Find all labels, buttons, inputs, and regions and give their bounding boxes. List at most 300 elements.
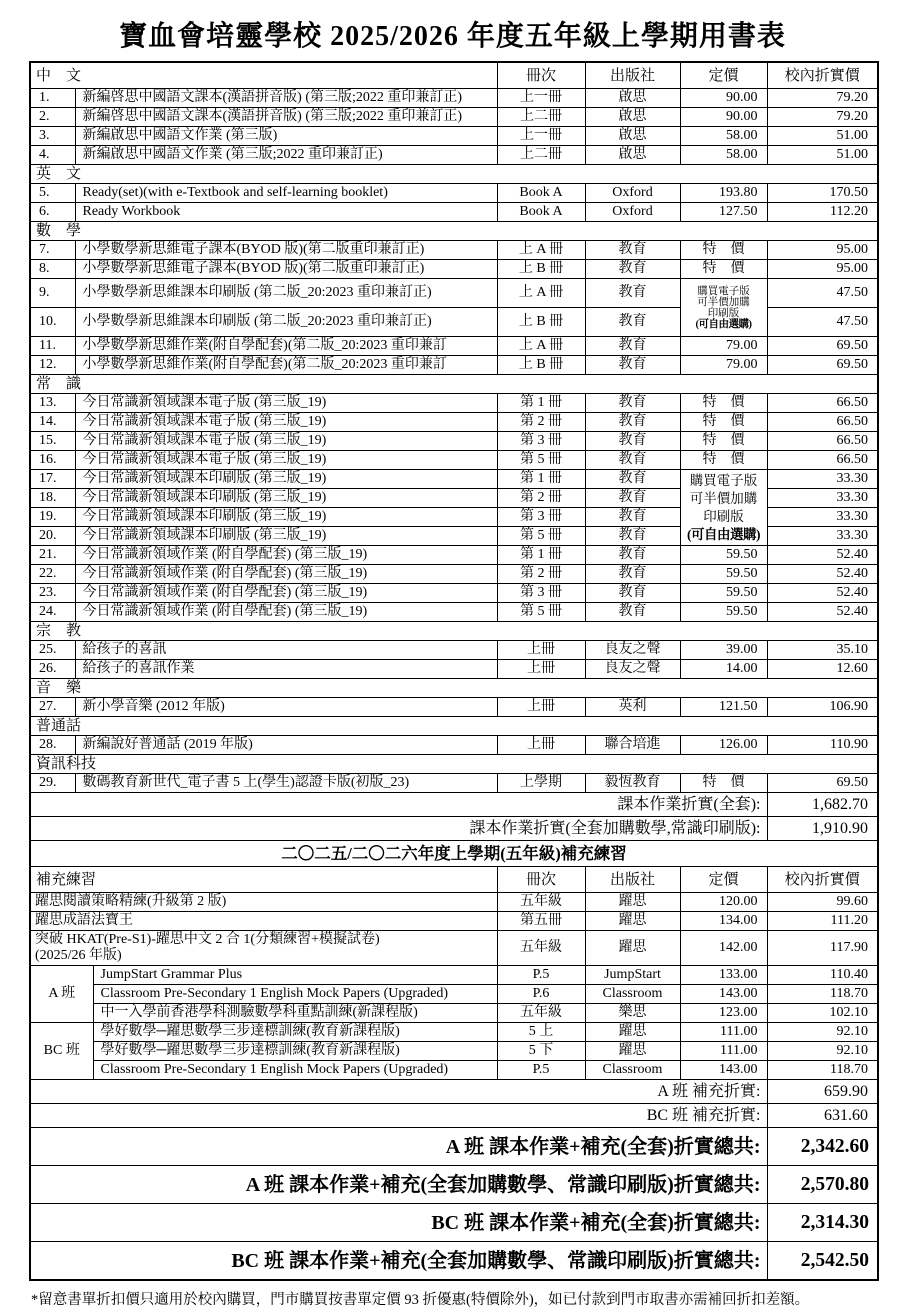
total-row: [30, 1242, 878, 1281]
cell-discount-price: 112.20: [767, 203, 878, 222]
col-subject: 補充練習: [30, 867, 497, 893]
cell-discount-price: 66.50: [767, 394, 878, 413]
cell-publisher: 教育: [585, 546, 680, 565]
class-book-row: [30, 1004, 878, 1023]
cell-publisher: JumpStart: [585, 966, 680, 985]
cell-volume: 上冊: [497, 736, 585, 755]
cell-publisher: Oxford: [585, 184, 680, 203]
section-row: [30, 165, 878, 184]
cell-discount-price: 35.10: [767, 641, 878, 660]
book-row: [30, 89, 878, 108]
cell-volume: 上冊: [497, 660, 585, 679]
cell-book-title: JumpStart Grammar Plus: [93, 966, 497, 985]
cell-discount-price: 33.30: [767, 527, 878, 546]
band-title: 二〇二五/二〇二六年度上學期(五年級)補充練習: [30, 841, 878, 867]
cell-discount-price: 47.50: [767, 279, 878, 308]
cell-volume: P.5: [497, 1061, 585, 1080]
cell-item-number: 21.: [30, 546, 75, 565]
class-book-row: [30, 1061, 878, 1080]
cell-volume: 第 5 冊: [497, 527, 585, 546]
cell-item-number: 8.: [30, 260, 75, 279]
cell-publisher: 教育: [585, 508, 680, 527]
cell-volume: 上二冊: [497, 146, 585, 165]
cell-list-price: 特 價: [680, 432, 767, 451]
cell-publisher: 教育: [585, 527, 680, 546]
cell-publisher: 教育: [585, 603, 680, 622]
cell-volume: 第 5 冊: [497, 451, 585, 470]
book-row: [30, 356, 878, 375]
class-book-row: [30, 985, 878, 1004]
cell-publisher: 教育: [585, 584, 680, 603]
book-row: [30, 394, 878, 413]
class-book-row: [30, 1023, 878, 1042]
section-row: [30, 679, 878, 698]
book-row: [30, 641, 878, 660]
subtotal-value: 1,682.70: [767, 793, 878, 817]
col-subject: 中 文: [30, 62, 497, 89]
cell-item-number: 3.: [30, 127, 75, 146]
bundle-note-line: 印刷版: [703, 508, 744, 524]
subtotal-row: [30, 1104, 878, 1128]
section-row: [30, 222, 878, 241]
cell-publisher: 良友之聲: [585, 660, 680, 679]
cell-publisher: 躍思: [585, 931, 680, 966]
cell-publisher: 教育: [585, 432, 680, 451]
cell-list-price: 79.00: [680, 337, 767, 356]
booklist-table-body: [30, 62, 878, 1280]
cell-volume: 上 B 冊: [497, 308, 585, 337]
total-value: 2,570.80: [767, 1166, 878, 1204]
cell-publisher: 毅恆教育: [585, 774, 680, 793]
cell-discount-price: 66.50: [767, 413, 878, 432]
cell-list-price: 111.00: [680, 1023, 767, 1042]
col-volume: 冊次: [497, 62, 585, 89]
cell-list-price: 特 價: [680, 451, 767, 470]
title-line: 躍思閱讀策略精練(升級第 2 版): [35, 894, 227, 909]
cell-volume: 五年級: [497, 893, 585, 912]
cell-publisher: 啟思: [585, 127, 680, 146]
book-row: [30, 279, 878, 308]
cell-item-number: 28.: [30, 736, 75, 755]
cell-item-number: 9.: [30, 279, 75, 308]
cell-discount-price: 95.00: [767, 260, 878, 279]
cell-volume: 上冊: [497, 698, 585, 717]
cell-list-price: 143.00: [680, 985, 767, 1004]
cell-book-title: 給孩子的喜訊: [75, 641, 497, 660]
book-row: [30, 546, 878, 565]
cell-discount-price: 117.90: [767, 931, 878, 966]
cell-book-title: 小學數學新思維作業(附自學配套)(第二版_20:2023 重印兼訂: [75, 337, 497, 356]
cell-book-title: 今日常識新領域作業 (附自學配套) (第三版_19): [75, 584, 497, 603]
subtotal-value: 1,910.90: [767, 817, 878, 841]
table-header-row: [30, 62, 878, 89]
cell-volume: 5 下: [497, 1042, 585, 1061]
cell-item-number: 6.: [30, 203, 75, 222]
cell-discount-price: 69.50: [767, 337, 878, 356]
bundle-note-line: 可半價加購: [697, 296, 750, 308]
cell-item-number: 7.: [30, 241, 75, 260]
cell-book-title: 小學數學新思維課本印刷版 (第二版_20:2023 重印兼訂正): [75, 308, 497, 337]
subtotal-label: BC 班 補充折實:: [30, 1104, 767, 1128]
cell-discount-price: 52.40: [767, 546, 878, 565]
cell-discount-price: 33.30: [767, 470, 878, 489]
cell-volume: 上學期: [497, 774, 585, 793]
cell-discount-price: 66.50: [767, 451, 878, 470]
cell-list-price: 193.80: [680, 184, 767, 203]
cell-item-number: 19.: [30, 508, 75, 527]
subtotal-value: 659.90: [767, 1080, 878, 1104]
cell-book-title: 今日常識新領域課本印刷版 (第三版_19): [75, 489, 497, 508]
cell-book-title: 新編啟思中國語文作業 (第三版): [75, 127, 497, 146]
cell-list-price: 123.00: [680, 1004, 767, 1023]
subtotal-label: A 班 補充折實:: [30, 1080, 767, 1104]
cell-discount-price: 79.20: [767, 89, 878, 108]
cell-publisher: 躍思: [585, 1023, 680, 1042]
cell-item-number: 16.: [30, 451, 75, 470]
cell-volume: 第五冊: [497, 912, 585, 931]
cell-book-title: 今日常識新領域課本電子版 (第三版_19): [75, 413, 497, 432]
col-discount: 校內折實價: [767, 62, 878, 89]
cell-list-price: 59.50: [680, 603, 767, 622]
cell-discount-price: 52.40: [767, 603, 878, 622]
cell-publisher: 教育: [585, 241, 680, 260]
cell-volume: 第 3 冊: [497, 584, 585, 603]
total-value: 2,342.60: [767, 1128, 878, 1166]
book-row: [30, 774, 878, 793]
cell-book-title: 今日常識新領域課本印刷版 (第三版_19): [75, 527, 497, 546]
cell-discount-price: 170.50: [767, 184, 878, 203]
cell-book-title: 今日常識新領域課本印刷版 (第三版_19): [75, 470, 497, 489]
book-row: [30, 203, 878, 222]
subtotal-row: [30, 817, 878, 841]
cell-volume: 5 上: [497, 1023, 585, 1042]
total-row: [30, 1128, 878, 1166]
subtotal-label: 課本作業折實(全套加購數學,常識印刷版):: [30, 817, 767, 841]
cell-item-number: 12.: [30, 356, 75, 375]
col-publisher: 出版社: [585, 62, 680, 89]
cell-book-title: 今日常識新領域作業 (附自學配套) (第三版_19): [75, 565, 497, 584]
bundle-note-line: 購買電子版: [689, 472, 758, 488]
cell-volume: 上二冊: [497, 108, 585, 127]
cell-book-title: 新編啓思中國語文課本(漢語拼音版) (第三版;2022 重印兼訂正): [75, 89, 497, 108]
cell-book-title: 中一入學前香港學科測驗數學科重點訓練(新課程版): [93, 1004, 497, 1023]
cell-book-title: 小學數學新思維電子課本(BYOD 版)(第二版重印兼訂正): [75, 241, 497, 260]
booklist-table: [29, 61, 879, 1281]
cell-volume: P.5: [497, 966, 585, 985]
cell-list-price: 120.00: [680, 893, 767, 912]
cell-publisher: Classroom: [585, 985, 680, 1004]
bundle-note-line: (可自由選購): [687, 526, 760, 542]
cell-volume: Book A: [497, 184, 585, 203]
cell-publisher: 啟思: [585, 146, 680, 165]
class-book-row: [30, 966, 878, 985]
cell-publisher: 教育: [585, 451, 680, 470]
book-row: [30, 241, 878, 260]
cell-book-title: 今日常識新領域課本印刷版 (第三版_19): [75, 508, 497, 527]
cell-item-number: 1.: [30, 89, 75, 108]
cell-book-title: 今日常識新領域作業 (附自學配套) (第三版_19): [75, 603, 497, 622]
supplement-row: [30, 931, 878, 966]
section-label: 常 識: [30, 375, 878, 394]
cell-publisher: 聯合培進: [585, 736, 680, 755]
cell-book-title: 新編啓思中國語文課本(漢語拼音版) (第三版;2022 重印兼訂正): [75, 108, 497, 127]
cell-list-price: 121.50: [680, 698, 767, 717]
cell-volume: 上 A 冊: [497, 279, 585, 308]
cell-discount-price: 52.40: [767, 584, 878, 603]
cell-book-title: [30, 912, 497, 931]
cell-volume: 上 A 冊: [497, 241, 585, 260]
cell-list-price: 特 價: [680, 241, 767, 260]
cell-item-number: 24.: [30, 603, 75, 622]
cell-item-number: 10.: [30, 308, 75, 337]
cell-item-number: 17.: [30, 470, 75, 489]
price-bundle-note: [680, 470, 767, 546]
cell-publisher: 教育: [585, 260, 680, 279]
col-publisher: 出版社: [585, 867, 680, 893]
cell-discount-price: 118.70: [767, 1061, 878, 1080]
cell-item-number: 22.: [30, 565, 75, 584]
cell-volume: 第 2 冊: [497, 413, 585, 432]
class-book-row: [30, 1042, 878, 1061]
cell-list-price: 58.00: [680, 146, 767, 165]
cell-book-title: 給孩子的喜訊作業: [75, 660, 497, 679]
cell-publisher: 教育: [585, 565, 680, 584]
cell-discount-price: 33.30: [767, 508, 878, 527]
col-price: 定價: [680, 867, 767, 893]
section-row: [30, 622, 878, 641]
cell-publisher: Oxford: [585, 203, 680, 222]
cell-discount-price: 33.30: [767, 489, 878, 508]
cell-list-price: 143.00: [680, 1061, 767, 1080]
subtotal-value: 631.60: [767, 1104, 878, 1128]
cell-discount-price: 12.60: [767, 660, 878, 679]
cell-list-price: 90.00: [680, 89, 767, 108]
total-label: A 班 課本作業+補充(全套加購數學、常識印刷版)折實總共:: [30, 1166, 767, 1204]
cell-book-title: 新編啟思中國語文作業 (第三版;2022 重印兼訂正): [75, 146, 497, 165]
section-label: 宗 教: [30, 622, 878, 641]
cell-volume: 五年級: [497, 1004, 585, 1023]
book-row: [30, 432, 878, 451]
total-row: [30, 1166, 878, 1204]
col-discount: 校內折實價: [767, 867, 878, 893]
cell-publisher: 教育: [585, 356, 680, 375]
section-row: [30, 375, 878, 394]
cell-item-number: 25.: [30, 641, 75, 660]
cell-book-title: Ready Workbook: [75, 203, 497, 222]
col-volume: 冊次: [497, 867, 585, 893]
supplement-row: [30, 912, 878, 931]
cell-publisher: 教育: [585, 308, 680, 337]
cell-volume: Book A: [497, 203, 585, 222]
section-label: 資訊科技: [30, 755, 878, 774]
cell-volume: 第 1 冊: [497, 394, 585, 413]
title-line: 突破 HKAT(Pre-S1)-躍思中文 2 合 1(分類練習+模擬試卷): [35, 932, 380, 947]
bundle-note-line: 購買電子版: [697, 285, 750, 297]
cell-list-price: 特 價: [680, 413, 767, 432]
cell-item-number: 26.: [30, 660, 75, 679]
subtotal-label: 課本作業折實(全套):: [30, 793, 767, 817]
total-label: A 班 課本作業+補充(全套)折實總共:: [30, 1128, 767, 1166]
cell-volume: 上 A 冊: [497, 337, 585, 356]
book-row: [30, 184, 878, 203]
section-row: [30, 755, 878, 774]
cell-book-title: 今日常識新領域課本電子版 (第三版_19): [75, 451, 497, 470]
cell-list-price: 79.00: [680, 356, 767, 375]
cell-item-number: 5.: [30, 184, 75, 203]
class-label: BC 班: [30, 1023, 93, 1080]
cell-list-price: 59.50: [680, 546, 767, 565]
cell-publisher: 良友之聲: [585, 641, 680, 660]
cell-publisher: 躍思: [585, 1042, 680, 1061]
cell-list-price: 142.00: [680, 931, 767, 966]
total-value: 2,542.50: [767, 1242, 878, 1281]
cell-book-title: 新小學音樂 (2012 年版): [75, 698, 497, 717]
cell-book-title: 學好數學─躍思數學三步達標訓練(教育新課程版): [93, 1042, 497, 1061]
section-label: 普通話: [30, 717, 878, 736]
cell-list-price: 特 價: [680, 394, 767, 413]
section-label: 英 文: [30, 165, 878, 184]
cell-publisher: 教育: [585, 394, 680, 413]
supplement-header-row: [30, 867, 878, 893]
cell-list-price: 特 價: [680, 774, 767, 793]
bundle-note-line: 印刷版: [707, 307, 740, 319]
book-row: [30, 698, 878, 717]
book-row: [30, 470, 878, 489]
book-row: [30, 260, 878, 279]
cell-discount-price: 95.00: [767, 241, 878, 260]
cell-volume: 第 3 冊: [497, 508, 585, 527]
cell-discount-price: 52.40: [767, 565, 878, 584]
cell-list-price: 39.00: [680, 641, 767, 660]
cell-discount-price: 110.90: [767, 736, 878, 755]
cell-volume: 五年級: [497, 931, 585, 966]
cell-volume: 第 2 冊: [497, 489, 585, 508]
cell-book-title: Ready(set)(with e-Textbook and self-learning booklet): [75, 184, 497, 203]
cell-publisher: 英利: [585, 698, 680, 717]
cell-discount-price: 51.00: [767, 146, 878, 165]
book-row: [30, 736, 878, 755]
title-line: (2025/26 年版): [35, 948, 122, 963]
bundle-note-line: 可半價加購: [689, 490, 758, 506]
cell-item-number: 23.: [30, 584, 75, 603]
supplement-row: [30, 893, 878, 912]
cell-volume: 上一冊: [497, 127, 585, 146]
cell-list-price: 90.00: [680, 108, 767, 127]
cell-publisher: 教育: [585, 337, 680, 356]
cell-book-title: 新編說好普通話 (2019 年版): [75, 736, 497, 755]
book-row: [30, 451, 878, 470]
cell-book-title: [30, 931, 497, 966]
total-label: BC 班 課本作業+補充(全套)折實總共:: [30, 1204, 767, 1242]
cell-discount-price: 47.50: [767, 308, 878, 337]
cell-volume: 第 1 冊: [497, 470, 585, 489]
page-title: 寶血會培靈學校 2025/2026 年度五年級上學期用書表: [119, 21, 786, 52]
supplement-band-row: [30, 841, 878, 867]
cell-list-price: 58.00: [680, 127, 767, 146]
cell-publisher: 教育: [585, 489, 680, 508]
book-row: [30, 565, 878, 584]
cell-discount-price: 102.10: [767, 1004, 878, 1023]
cell-discount-price: 92.10: [767, 1023, 878, 1042]
cell-volume: 第 3 冊: [497, 432, 585, 451]
cell-discount-price: 92.10: [767, 1042, 878, 1061]
book-row: [30, 603, 878, 622]
cell-book-title: [30, 893, 497, 912]
cell-publisher: 啟思: [585, 108, 680, 127]
cell-list-price: 59.50: [680, 584, 767, 603]
cell-volume: 第 2 冊: [497, 565, 585, 584]
total-label: BC 班 課本作業+補充(全套加購數學、常識印刷版)折實總共:: [30, 1242, 767, 1281]
price-bundle-note: [680, 279, 767, 337]
cell-volume: 上 B 冊: [497, 260, 585, 279]
cell-list-price: 14.00: [680, 660, 767, 679]
cell-volume: 上 B 冊: [497, 356, 585, 375]
cell-item-number: 29.: [30, 774, 75, 793]
cell-item-number: 11.: [30, 337, 75, 356]
cell-item-number: 18.: [30, 489, 75, 508]
cell-item-number: 14.: [30, 413, 75, 432]
cell-publisher: 教育: [585, 279, 680, 308]
section-label: 數 學: [30, 222, 878, 241]
cell-book-title: 學好數學─躍思數學三步達標訓練(教育新課程版): [93, 1023, 497, 1042]
cell-publisher: 啟思: [585, 89, 680, 108]
book-row: [30, 660, 878, 679]
cell-list-price: 126.00: [680, 736, 767, 755]
total-value: 2,314.30: [767, 1204, 878, 1242]
cell-volume: 上一冊: [497, 89, 585, 108]
cell-list-price: 134.00: [680, 912, 767, 931]
cell-book-title: 小學數學新思維課本印刷版 (第二版_20:2023 重印兼訂正): [75, 279, 497, 308]
cell-list-price: 59.50: [680, 565, 767, 584]
cell-book-title: 今日常識新領域課本電子版 (第三版_19): [75, 432, 497, 451]
cell-list-price: 127.50: [680, 203, 767, 222]
cell-publisher: 教育: [585, 470, 680, 489]
cell-book-title: 今日常識新領域課本電子版 (第三版_19): [75, 394, 497, 413]
col-price: 定價: [680, 62, 767, 89]
book-row: [30, 337, 878, 356]
title-line: 躍思成語法寶王: [35, 913, 133, 928]
cell-publisher: 教育: [585, 413, 680, 432]
cell-discount-price: 110.40: [767, 966, 878, 985]
cell-list-price: 111.00: [680, 1042, 767, 1061]
cell-list-price: 133.00: [680, 966, 767, 985]
cell-item-number: 27.: [30, 698, 75, 717]
cell-book-title: 數碼教育新世代_電子書 5 上(學生)認證卡版(初版_23): [75, 774, 497, 793]
cell-volume: 第 1 冊: [497, 546, 585, 565]
cell-discount-price: 69.50: [767, 356, 878, 375]
cell-item-number: 20.: [30, 527, 75, 546]
total-row: [30, 1204, 878, 1242]
cell-book-title: 小學數學新思維電子課本(BYOD 版)(第二版重印兼訂正): [75, 260, 497, 279]
cell-book-title: 今日常識新領域作業 (附自學配套) (第三版_19): [75, 546, 497, 565]
cell-book-title: Classroom Pre-Secondary 1 English Mock Papers (Upgraded): [93, 1061, 497, 1080]
cell-volume: 上冊: [497, 641, 585, 660]
book-row: [30, 413, 878, 432]
subtotal-row: [30, 1080, 878, 1104]
section-row: [30, 717, 878, 736]
book-row: [30, 127, 878, 146]
cell-discount-price: 51.00: [767, 127, 878, 146]
cell-book-title: Classroom Pre-Secondary 1 English Mock Papers (Upgraded): [93, 985, 497, 1004]
cell-volume: 第 5 冊: [497, 603, 585, 622]
cell-discount-price: 111.20: [767, 912, 878, 931]
subtotal-row: [30, 793, 878, 817]
bundle-note-line: (可自由選購): [695, 318, 752, 330]
cell-discount-price: 99.60: [767, 893, 878, 912]
cell-item-number: 15.: [30, 432, 75, 451]
cell-book-title: 小學數學新思維作業(附自學配套)(第二版_20:2023 重印兼訂: [75, 356, 497, 375]
book-row: [30, 108, 878, 127]
